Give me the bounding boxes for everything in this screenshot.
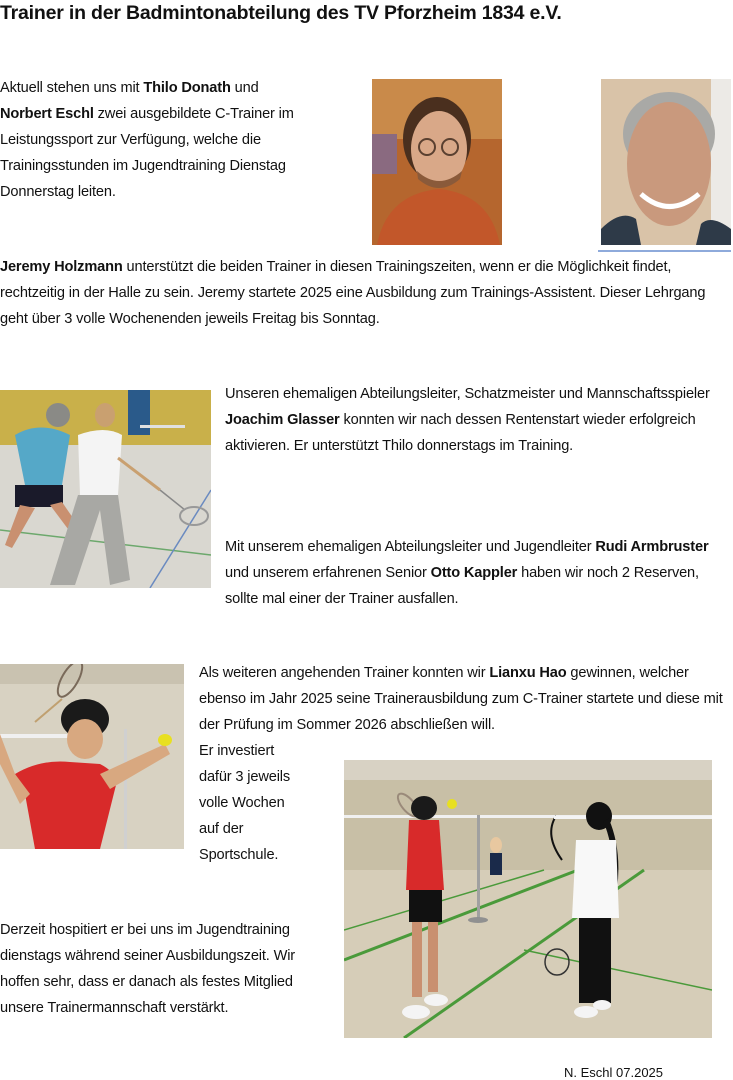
joachim-paragraph: Unseren ehemaligen Abteilungsleiter, Schatzmeister und Mannschaftsspieler Joachim Glasser konnten wir nach dessen Rentenstart wieder erfolgreich aktivieren. Er unterstützt Thilo donnerstags im Training.: [225, 386, 710, 454]
accent-divider: [598, 250, 731, 252]
photo-lianxu: [0, 664, 184, 849]
intro-paragraph: Aktuell stehen uns mit Thilo Donath und Norbert Eschl zwei ausgebildete C-Trainer im Leistungssport zur Verfügung, welche die Trainingsstunden im Jugendtraining Dienstag Donnerstag leiten.: [0, 80, 294, 200]
name-thilo: Thilo Donath: [143, 80, 231, 96]
reserves-paragraph: Mit unserem ehemaligen Abteilungsleiter und Jugendleiter Rudi Armbruster und unserem erfahrenen Senior Otto Kappler haben wir noch 2 Reserven, sollte mal einer der Trainer ausfallen.: [225, 539, 709, 607]
hospitiert-paragraph: Derzeit hospitiert er bei uns im Jugendtraining dienstags während seiner Ausbildungszeit. Wir hoffen sehr, dass er danach als festes Mitglied unsere Trainermannschaft verstärkt.: [0, 922, 296, 1016]
photo-hall: [344, 760, 712, 1038]
name-lianxu: Lianxu Hao: [489, 665, 567, 681]
photo-joachim: [0, 390, 211, 588]
name-jeremy: Jeremy Holzmann: [0, 259, 123, 275]
photo-norbert: [601, 79, 731, 245]
jeremy-paragraph: Jeremy Holzmann unterstützt die beiden Trainer in diesen Trainingszeiten, wenn er die Möglichkeit findet, rechtzeitig in der Halle zu sein. Jeremy startete 2025 eine Ausbildung zum Trainings-Assistent. Dieser Lehrgang geht über 3 volle Wochenenden jeweils Freitag bis Sonntag.: [0, 259, 706, 327]
name-rudi: Rudi Armbruster: [595, 539, 709, 555]
name-norbert: Norbert Eschl: [0, 106, 94, 122]
lianxu-paragraph: Als weiteren angehenden Trainer konnten wir Lianxu Hao gewinnen, welcher ebenso im Jahr 2025 seine Trainerausbildung zum C-Trainer startete und diese mit der Prüfung im Sommer 2026 abschließen will.: [199, 665, 723, 733]
photo-thilo: [372, 79, 502, 245]
name-joachim: Joachim Glasser: [225, 412, 340, 428]
lianxu-continuation: Er investiert dafür 3 jeweils volle Wochen auf der Sportschule.: [199, 743, 291, 863]
signature: N. Eschl 07.2025: [564, 1065, 664, 1080]
page-title: Trainer in der Badmintonabteilung des TV Pforzheim 1834 e.V.: [0, 2, 562, 24]
name-otto: Otto Kappler: [430, 565, 518, 581]
